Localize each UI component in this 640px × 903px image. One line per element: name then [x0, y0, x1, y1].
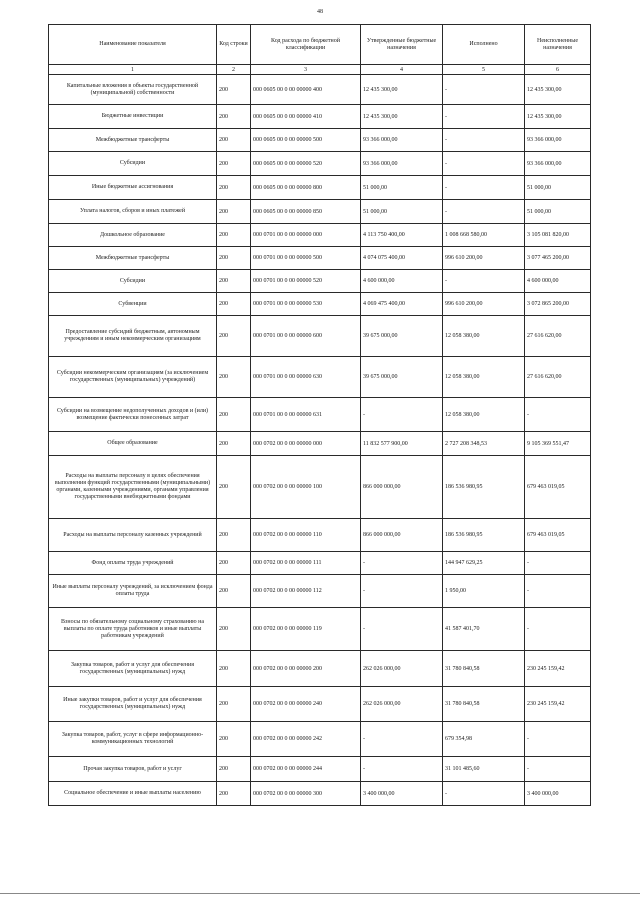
row-classification: 000 0702 00 0 00 00000 242 — [251, 722, 361, 757]
table-row — [49, 722, 591, 757]
header-code: Код строки — [217, 25, 251, 65]
row-classification: 000 0605 00 0 00 00000 500 — [251, 129, 361, 152]
header-approved: Утвержденные бюджетные назначения — [361, 25, 443, 65]
row-executed: 186 536 980,95 — [443, 456, 525, 519]
row-unexecuted: 3 072 865 200,00 — [525, 293, 591, 316]
row-name: Закупка товаров, работ, услуг в сфере информационно-коммуникационных технологий — [49, 722, 217, 757]
row-code: 200 — [217, 152, 251, 176]
row-unexecuted: 93 366 000,00 — [525, 152, 591, 176]
row-code: 200 — [217, 722, 251, 757]
row-code: 200 — [217, 552, 251, 575]
row-executed: 12 058 380,00 — [443, 357, 525, 398]
row-name: Бюджетные инвестиции — [49, 105, 217, 129]
row-approved: 4 113 750 400,00 — [361, 224, 443, 247]
row-approved: 39 675 000,00 — [361, 357, 443, 398]
row-code: 200 — [217, 247, 251, 270]
row-classification: 000 0701 00 0 00 00000 530 — [251, 293, 361, 316]
row-name: Субсидии — [49, 270, 217, 293]
row-code: 200 — [217, 519, 251, 552]
row-classification: 000 0702 00 0 00 00000 119 — [251, 608, 361, 651]
row-executed: - — [443, 270, 525, 293]
row-unexecuted: 679 463 019,05 — [525, 519, 591, 552]
row-name: Расходы на выплаты персоналу в целях обеспечения выполнения функций государственными (муниципальными) органами, казенными учреждениями, органами управления государственными внебюджетными фондами — [49, 456, 217, 519]
row-name: Взносы по обязательному социальному страхованию на выплаты по оплате труда работников и иные выплаты работникам учреждений — [49, 608, 217, 651]
row-code: 200 — [217, 357, 251, 398]
row-name: Иные бюджетные ассигнования — [49, 176, 217, 200]
row-executed: - — [443, 152, 525, 176]
row-approved: - — [361, 757, 443, 782]
row-unexecuted: - — [525, 757, 591, 782]
row-unexecuted: 230 245 159,42 — [525, 687, 591, 722]
row-classification: 000 0702 00 0 00 00000 200 — [251, 651, 361, 687]
row-approved: 93 366 000,00 — [361, 129, 443, 152]
row-classification: 000 0701 00 0 00 00000 000 — [251, 224, 361, 247]
row-code: 200 — [217, 757, 251, 782]
table-row — [49, 176, 591, 200]
row-name: Иные закупки товаров, работ и услуг для обеспечения государственных (муниципальных) нужд — [49, 687, 217, 722]
row-approved: 866 000 000,00 — [361, 456, 443, 519]
row-code: 200 — [217, 316, 251, 357]
row-unexecuted: 3 400 000,00 — [525, 782, 591, 806]
row-unexecuted: 51 000,00 — [525, 176, 591, 200]
table-row — [49, 456, 591, 519]
row-approved: 4 600 000,00 — [361, 270, 443, 293]
table-header-row — [49, 25, 591, 65]
row-approved: 4 074 075 400,00 — [361, 247, 443, 270]
row-unexecuted: - — [525, 575, 591, 608]
header-unexecuted: Неисполненные назначения — [525, 25, 591, 65]
header-name: Наименование показателя — [49, 25, 217, 65]
table-row — [49, 270, 591, 293]
row-approved: - — [361, 398, 443, 432]
row-executed: 31 101 485,60 — [443, 757, 525, 782]
row-unexecuted: - — [525, 722, 591, 757]
budget-execution-table — [48, 24, 591, 806]
row-classification: 000 0701 00 0 00 00000 600 — [251, 316, 361, 357]
row-name: Дошкольное образование — [49, 224, 217, 247]
table-row — [49, 575, 591, 608]
row-unexecuted: 4 600 000,00 — [525, 270, 591, 293]
row-name: Фонд оплаты труда учреждений — [49, 552, 217, 575]
row-approved: 866 000 000,00 — [361, 519, 443, 552]
table-row — [49, 200, 591, 224]
table-row — [49, 129, 591, 152]
row-classification: 000 0702 00 0 00 00000 111 — [251, 552, 361, 575]
table-body — [49, 75, 591, 806]
row-executed: - — [443, 105, 525, 129]
row-classification: 000 0605 00 0 00 00000 800 — [251, 176, 361, 200]
row-code: 200 — [217, 75, 251, 105]
table-row — [49, 357, 591, 398]
row-executed: 679 354,98 — [443, 722, 525, 757]
table-row — [49, 651, 591, 687]
row-classification: 000 0605 00 0 00 00000 850 — [251, 200, 361, 224]
bottom-divider — [0, 893, 640, 894]
row-approved: 12 435 300,00 — [361, 105, 443, 129]
row-executed: 1 950,00 — [443, 575, 525, 608]
header-executed: Исполнено — [443, 25, 525, 65]
row-classification: 000 0605 00 0 00 00000 400 — [251, 75, 361, 105]
table-row — [49, 293, 591, 316]
row-approved: - — [361, 608, 443, 651]
row-approved: - — [361, 575, 443, 608]
row-code: 200 — [217, 176, 251, 200]
column-index: 4 — [361, 65, 443, 75]
row-executed: - — [443, 129, 525, 152]
row-approved: - — [361, 552, 443, 575]
row-unexecuted: 679 463 019,05 — [525, 456, 591, 519]
row-approved: 51 000,00 — [361, 176, 443, 200]
row-unexecuted: 93 366 000,00 — [525, 129, 591, 152]
row-executed: 31 780 840,58 — [443, 651, 525, 687]
row-code: 200 — [217, 432, 251, 456]
row-approved: - — [361, 722, 443, 757]
row-classification: 000 0702 00 0 00 00000 244 — [251, 757, 361, 782]
row-name: Общее образование — [49, 432, 217, 456]
row-approved: 51 000,00 — [361, 200, 443, 224]
row-executed: 41 587 401,70 — [443, 608, 525, 651]
row-code: 200 — [217, 575, 251, 608]
row-code: 200 — [217, 651, 251, 687]
row-code: 200 — [217, 456, 251, 519]
row-approved: 4 069 475 400,00 — [361, 293, 443, 316]
row-executed: 144 947 629,25 — [443, 552, 525, 575]
row-code: 200 — [217, 129, 251, 152]
row-approved: 262 026 000,00 — [361, 651, 443, 687]
row-classification: 000 0701 00 0 00 00000 520 — [251, 270, 361, 293]
row-code: 200 — [217, 200, 251, 224]
row-unexecuted: 12 435 300,00 — [525, 75, 591, 105]
row-approved: 262 026 000,00 — [361, 687, 443, 722]
row-classification: 000 0605 00 0 00 00000 520 — [251, 152, 361, 176]
row-executed: 996 610 200,00 — [443, 247, 525, 270]
row-name: Субсидии — [49, 152, 217, 176]
row-classification: 000 0605 00 0 00 00000 410 — [251, 105, 361, 129]
row-name: Капитальные вложения в объекты государственной (муниципальной) собственности — [49, 75, 217, 105]
row-executed: 2 727 208 348,53 — [443, 432, 525, 456]
row-name: Иные выплаты персоналу учреждений, за исключением фонда оплаты труда — [49, 575, 217, 608]
row-name: Субсидии на возмещение недополученных доходов и (или) возмещение фактически понесенных затрат — [49, 398, 217, 432]
table-row — [49, 152, 591, 176]
row-classification: 000 0702 00 0 00 00000 300 — [251, 782, 361, 806]
row-unexecuted: 3 105 081 820,00 — [525, 224, 591, 247]
table-row — [49, 247, 591, 270]
row-unexecuted: 230 245 159,42 — [525, 651, 591, 687]
row-name: Уплата налогов, сборов и иных платежей — [49, 200, 217, 224]
table-row — [49, 552, 591, 575]
row-executed: 12 058 380,00 — [443, 316, 525, 357]
row-classification: 000 0702 00 0 00 00000 240 — [251, 687, 361, 722]
page-number: 48 — [317, 9, 323, 15]
row-code: 200 — [217, 782, 251, 806]
table-row — [49, 224, 591, 247]
column-index: 5 — [443, 65, 525, 75]
row-classification: 000 0701 00 0 00 00000 630 — [251, 357, 361, 398]
row-approved: 93 366 000,00 — [361, 152, 443, 176]
table-row — [49, 75, 591, 105]
table-row — [49, 608, 591, 651]
row-classification: 000 0702 00 0 00 00000 000 — [251, 432, 361, 456]
row-name: Межбюджетные трансферты — [49, 129, 217, 152]
row-unexecuted: - — [525, 398, 591, 432]
row-executed: 996 610 200,00 — [443, 293, 525, 316]
row-executed: 1 008 668 580,00 — [443, 224, 525, 247]
column-index: 6 — [525, 65, 591, 75]
row-executed: 12 058 380,00 — [443, 398, 525, 432]
row-unexecuted: 12 435 300,00 — [525, 105, 591, 129]
row-code: 200 — [217, 398, 251, 432]
table-row — [49, 782, 591, 806]
row-name: Закупка товаров, работ и услуг для обеспечения государственных (муниципальных) нужд — [49, 651, 217, 687]
row-name: Социальное обеспечение и иные выплаты населению — [49, 782, 217, 806]
row-name: Межбюджетные трансферты — [49, 247, 217, 270]
row-classification: 000 0702 00 0 00 00000 112 — [251, 575, 361, 608]
row-executed: - — [443, 782, 525, 806]
row-code: 200 — [217, 293, 251, 316]
table-row — [49, 432, 591, 456]
row-code: 200 — [217, 105, 251, 129]
table-row — [49, 519, 591, 552]
header-classification: Код расхода по бюджетной классификации — [251, 25, 361, 65]
row-classification: 000 0701 00 0 00 00000 631 — [251, 398, 361, 432]
row-unexecuted: - — [525, 552, 591, 575]
row-code: 200 — [217, 608, 251, 651]
row-executed: - — [443, 200, 525, 224]
table-row — [49, 105, 591, 129]
row-name: Субсидии некоммерческим организациям (за исключением государственных (муниципальных) учреждений) — [49, 357, 217, 398]
row-code: 200 — [217, 270, 251, 293]
row-approved: 11 832 577 900,00 — [361, 432, 443, 456]
row-approved: 12 435 300,00 — [361, 75, 443, 105]
row-unexecuted: 27 616 620,00 — [525, 357, 591, 398]
row-approved: 3 400 000,00 — [361, 782, 443, 806]
row-unexecuted: 27 616 620,00 — [525, 316, 591, 357]
row-classification: 000 0702 00 0 00 00000 110 — [251, 519, 361, 552]
row-code: 200 — [217, 224, 251, 247]
column-index-row — [49, 65, 591, 75]
row-name: Расходы на выплаты персоналу казенных учреждений — [49, 519, 217, 552]
column-index: 2 — [217, 65, 251, 75]
row-classification: 000 0702 00 0 00 00000 100 — [251, 456, 361, 519]
row-executed: 31 780 840,58 — [443, 687, 525, 722]
row-name: Предоставление субсидий бюджетным, автономным учреждениям и иным некоммерческим организациям — [49, 316, 217, 357]
table-row — [49, 398, 591, 432]
row-executed: - — [443, 176, 525, 200]
table-row — [49, 316, 591, 357]
column-index: 1 — [49, 65, 217, 75]
row-unexecuted: - — [525, 608, 591, 651]
table-row — [49, 687, 591, 722]
row-executed: 186 536 980,95 — [443, 519, 525, 552]
column-index: 3 — [251, 65, 361, 75]
row-unexecuted: 3 077 465 200,00 — [525, 247, 591, 270]
row-unexecuted: 51 000,00 — [525, 200, 591, 224]
row-executed: - — [443, 75, 525, 105]
row-name: Субвенции — [49, 293, 217, 316]
row-code: 200 — [217, 687, 251, 722]
row-unexecuted: 9 105 369 551,47 — [525, 432, 591, 456]
row-name: Прочая закупка товаров, работ и услуг — [49, 757, 217, 782]
row-classification: 000 0701 00 0 00 00000 500 — [251, 247, 361, 270]
row-approved: 39 675 000,00 — [361, 316, 443, 357]
table-row — [49, 757, 591, 782]
